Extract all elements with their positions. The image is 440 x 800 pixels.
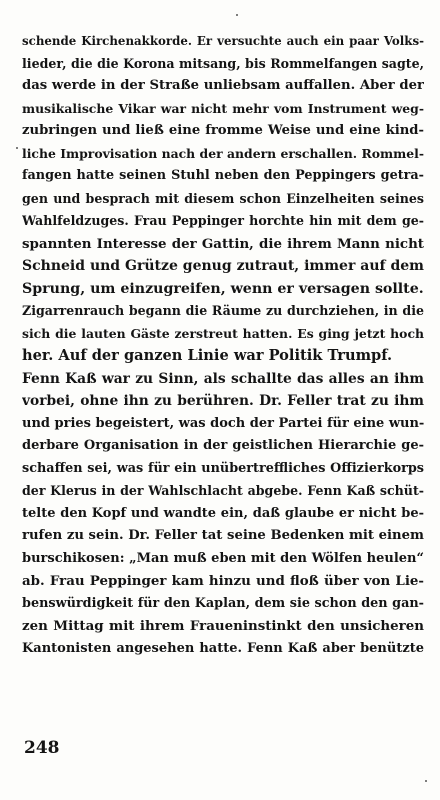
text-line: burschikosen: „Man muß eben mit den Wölfen heulen“ — [22, 550, 424, 566]
text-line: fangen hatte seinen Stuhl neben den Peppingers getra- — [22, 168, 424, 183]
page-number: 248 — [24, 738, 60, 758]
text-line: ab. Frau Peppinger kam hinzu und floß über von Lie- — [22, 573, 424, 589]
text-line: zen Mittag mit ihrem Fraueninstinkt den unsicheren — [22, 618, 424, 634]
text-line: lieder, die die Korona mitsang, bis Rommelfangen sagte, — [22, 55, 424, 71]
text-line: musikalische Vikar war nicht mehr vom Instrument weg- — [22, 100, 424, 116]
text-line: telte den Kopf und wandte ein, daß glaube er nicht be- — [22, 505, 424, 521]
text-line: liche Improvisation nach der andern erschallen. Rommel- — [22, 145, 424, 161]
paragraph-end-line: her. Auf der ganzen Linie war Politik Trumpf. — [22, 347, 393, 364]
text-line: schende Kirchenakkorde. Er versuchte auch ein paar Volks- — [22, 34, 424, 48]
text-line: und pries begeistert, was doch der Partei für eine wun- — [22, 415, 424, 431]
paragraph-end-line: Sprung, um einzugreifen, wenn er versagen sollte. — [22, 280, 424, 297]
text-line: sich die lauten Gäste zerstreut hatten. Es ging jetzt hoch — [22, 325, 424, 341]
text-line: rufen zu sein. Dr. Feller tat seine Bedenken mit einem — [22, 528, 424, 543]
text-line: zubringen und ließ eine fromme Weise und eine kind- — [22, 123, 424, 138]
text-line: spannten Interesse der Gattin, die ihrem Mann nicht — [22, 235, 424, 252]
text-line: gen und besprach mit diesem schon Einzelheiten seines — [22, 190, 424, 206]
text-line: vorbei, ohne ihn zu berühren. Dr. Feller trat zu ihm — [22, 393, 424, 409]
scan-speck — [425, 780, 427, 782]
text-line: das werde in der Straße unliebsam auffallen. Aber der — [22, 78, 424, 93]
text-line: Wahlfeldzuges. Frau Peppinger horchte hin mit dem ge- — [22, 213, 424, 228]
scan-speck — [16, 147, 18, 149]
text-line: schaffen sei, was für ein unübertreffliches Offizierkorps — [22, 460, 424, 476]
text-line: der Klerus in der Wahlschlacht abgebe. Fenn Kaß schüt- — [22, 483, 424, 498]
scan-speck — [236, 14, 238, 16]
text-line: Zigarrenrauch begann die Räume zu durchziehen, in die — [22, 303, 424, 318]
text-line: benswürdigkeit für den Kaplan, dem sie schon den gan- — [22, 595, 424, 611]
text-line: derbare Organisation in der geistlichen Hierarchie ge- — [22, 438, 424, 453]
text-line: Fenn Kaß war zu Sinn, als schallte das alles an ihm — [22, 370, 424, 387]
body-text — [22, 30, 424, 660]
text-line: Kantonisten angesehen hatte. Fenn Kaß aber benützte — [22, 640, 424, 656]
text-line: Schneid und Grütze genug zutraut, immer auf dem — [22, 258, 424, 274]
